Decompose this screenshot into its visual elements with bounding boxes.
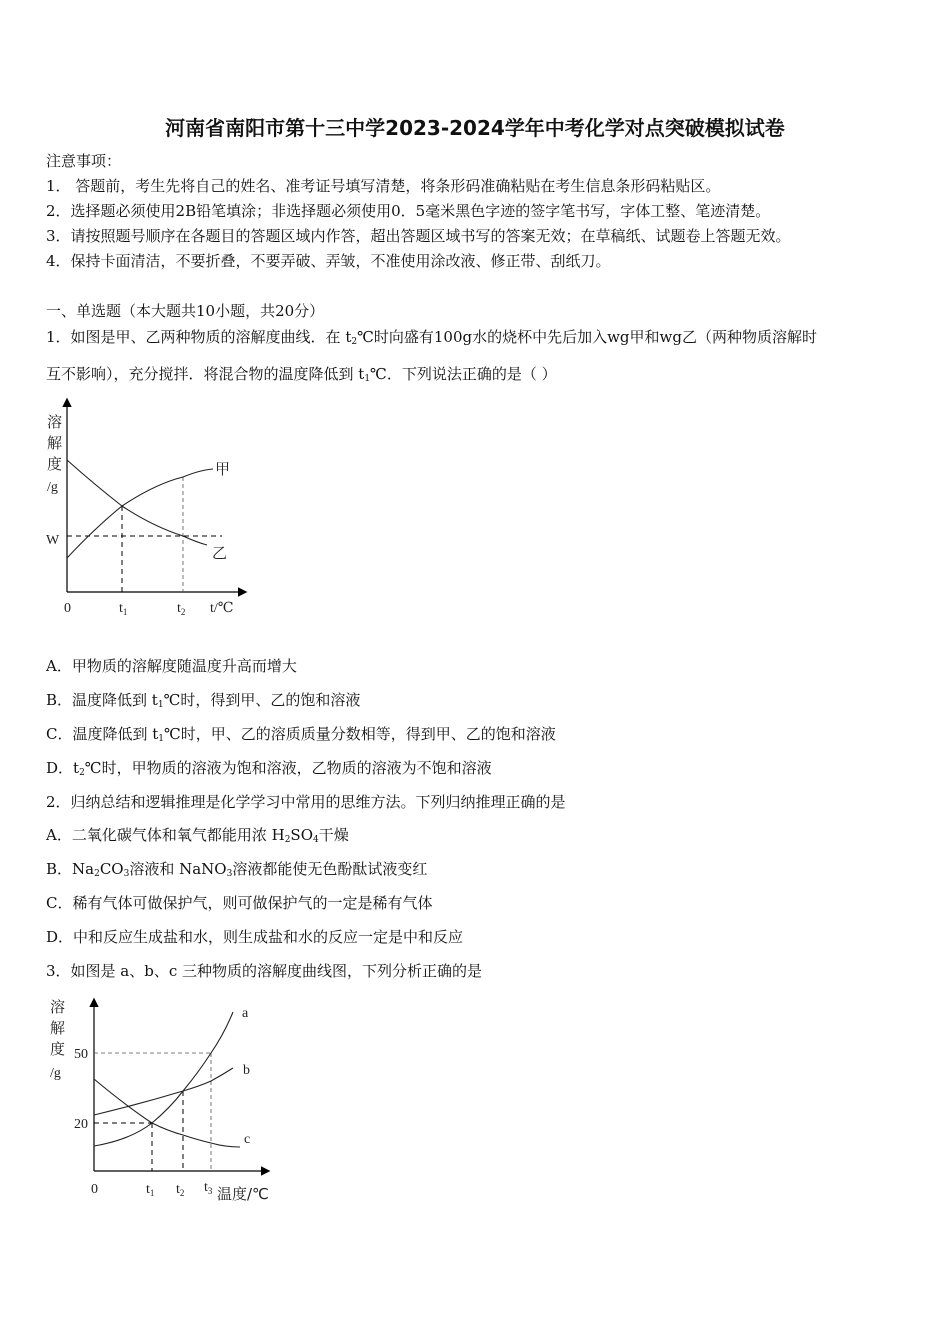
series-label-jia: 甲 <box>215 460 231 478</box>
x-axis-label: t/℃ <box>210 601 234 616</box>
series-label-a: a <box>242 1006 249 1021</box>
q1-stem-line2: 互不影响），充分搅拌．将混合物的温度降低到 $t_1℃$．下列说法正确的是（ ） <box>46 365 557 384</box>
q1-solubility-chart <box>46 400 245 617</box>
q3-stem: 3．如图是 a、b、c 三种物质的溶解度曲线图，下列分析正确的是 <box>46 962 483 980</box>
series-label-yi: 乙 <box>212 544 228 562</box>
curve-c <box>94 1079 240 1147</box>
q1-option-d: D．$t_2℃$时，甲物质的溶液为饱和溶液，乙物质的溶液为不饱和溶液 <box>46 759 492 778</box>
origin-label: 0 <box>91 1182 98 1197</box>
notice-item: 2．选择题必须使用2B铅笔填涂；非选择题必须使用0．5毫米黑色字迹的签字笔书写，字体工整、笔迹清楚。 <box>46 202 771 220</box>
y-label: 解 <box>47 434 63 452</box>
curve-b <box>94 1068 233 1115</box>
y-label: 解 <box>50 1019 66 1037</box>
series-label-b: b <box>243 1063 250 1078</box>
t1-tick-label: $t_1$ <box>119 601 128 617</box>
section-heading: 一、单选题（本大题共10小题，共20分） <box>46 302 325 320</box>
page-title: 河南省南阳市第十三中学2023-2024学年中考化学对点突破模拟试卷 <box>165 116 785 140</box>
t1-tick-label: $t_1$ <box>146 1182 155 1198</box>
q2-option-b: B．$Na_2CO_3$溶液和 NaNO$_3$溶液都能使无色酚酞试液变红 <box>46 860 428 879</box>
notice-item: 4．保持卡面清洁，不要折叠，不要弄破、弄皱，不准使用涂改液、修正带、刮纸刀。 <box>46 252 611 270</box>
y-label: /g <box>50 1066 61 1081</box>
y50-tick-label: 50 <box>74 1047 88 1062</box>
y-label: 度 <box>50 1040 66 1058</box>
t2-tick-label: $t_2$ <box>177 601 186 617</box>
q2-stem: 2．归纳总结和逻辑推理是化学学习中常用的思维方法。下列归纳推理正确的是 <box>46 793 566 811</box>
x-axis-label: 温度/℃ <box>217 1185 269 1203</box>
y20-tick-label: 20 <box>74 1117 88 1132</box>
q1-stem-line1: 1．如图是甲、乙两种物质的溶解度曲线．在 $t_2℃$时向盛有100g水的烧杯中先后加入wg甲和wg乙（两种物质溶解时 <box>46 328 817 347</box>
q1-option-b: B．温度降低到 $t_1℃$时，得到甲、乙的饱和溶液 <box>46 691 361 710</box>
origin-label: 0 <box>64 601 71 616</box>
series-label-c: c <box>244 1132 251 1147</box>
y-label: 度 <box>47 455 63 473</box>
q1-option-a: A．甲物质的溶解度随温度升高而增大 <box>46 657 297 675</box>
w-tick-label: W <box>46 533 60 548</box>
t2-tick-label: $t_2$ <box>176 1182 185 1198</box>
y-label: 溶 <box>50 998 66 1016</box>
q2-option-d: D．中和反应生成盐和水，则生成盐和水的反应一定是中和反应 <box>46 928 464 946</box>
curve-jia <box>67 469 213 558</box>
q1-option-c: C．温度降低到 $t_1℃$时，甲、乙的溶质质量分数相等，得到甲、乙的饱和溶液 <box>46 725 556 744</box>
q2-option-a: A．二氧化碳气体和氧气都能用浓 $H_2SO_4$干燥 <box>46 826 349 845</box>
notice-heading: 注意事项： <box>46 152 122 170</box>
y-label: /g <box>47 480 58 495</box>
q3-solubility-chart <box>50 998 269 1203</box>
curve-yi <box>67 460 207 545</box>
curve-a <box>94 1012 233 1146</box>
t3-tick-label: $t_3$ <box>204 1180 213 1196</box>
notice-item: 1． 答题前，考生先将自己的姓名、准考证号填写清楚，将条形码准确粘贴在考生信息条形码粘贴区。 <box>46 177 721 195</box>
q2-option-c: C．稀有气体可做保护气，则可做保护气的一定是稀有气体 <box>46 894 433 912</box>
y-label: 溶 <box>47 413 63 431</box>
notice-item: 3．请按照题号顺序在各题目的答题区域内作答，超出答题区域书写的答案无效；在草稿纸、试题卷上答题无效。 <box>46 227 791 245</box>
